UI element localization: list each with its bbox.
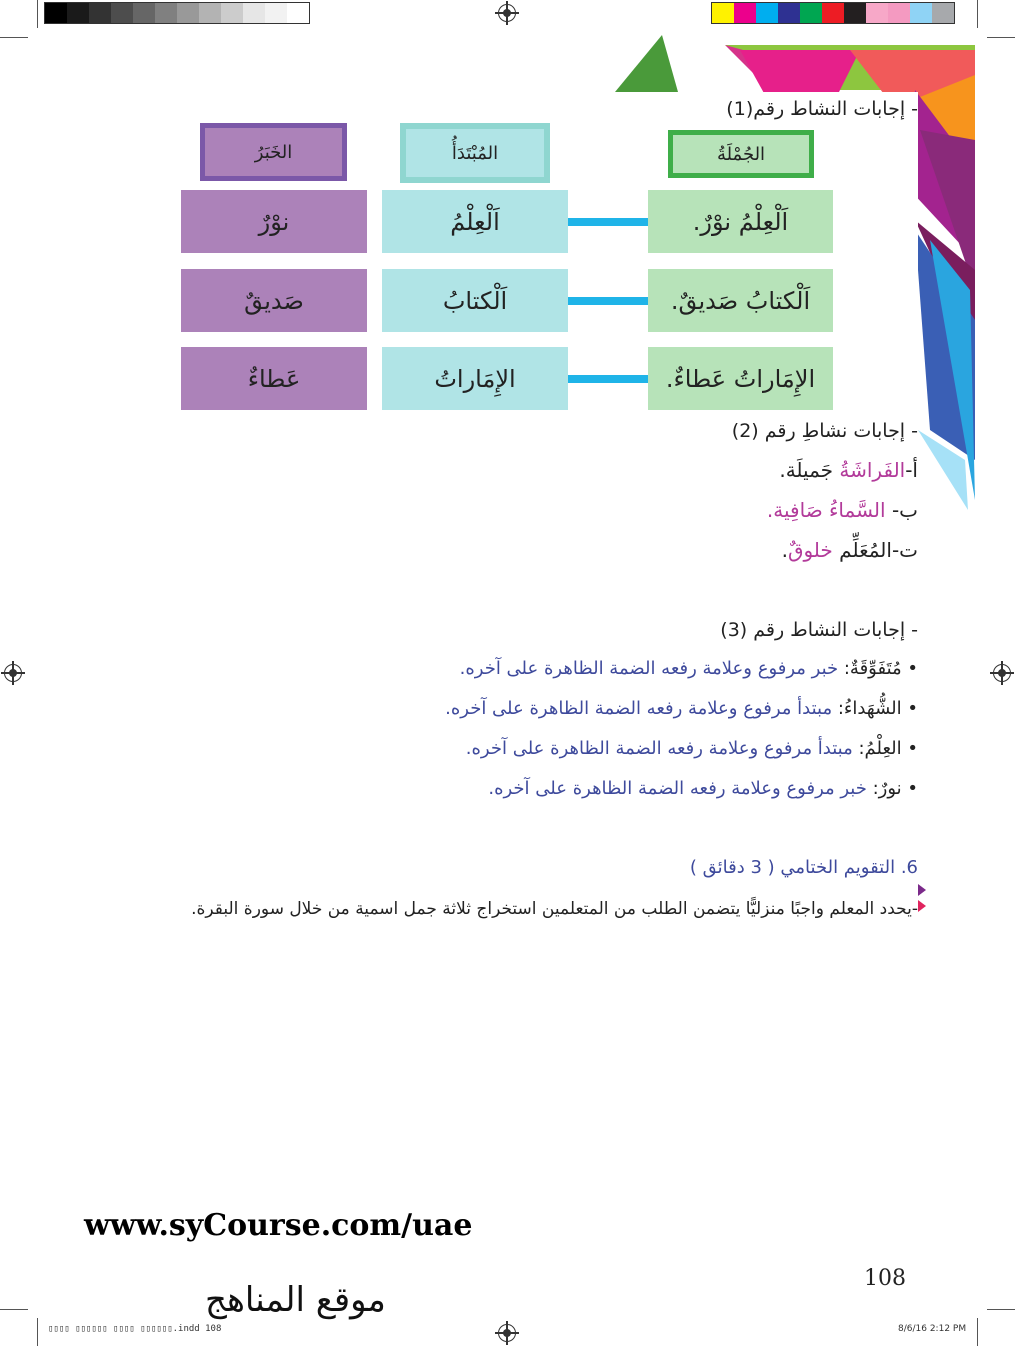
site-name: موقع المناهج — [205, 1280, 386, 1320]
crop-mark — [37, 1318, 38, 1346]
connector-line — [568, 375, 648, 383]
file-slug: ▯▯▯▯ ▯▯▯▯▯▯ ▯▯▯▯ ▯▯▯▯▯▯.indd 108 — [48, 1324, 222, 1334]
activity2-heading: - إجابات نشاطِ رقم (2) — [731, 420, 918, 442]
crop-mark — [987, 37, 1015, 38]
item-rest: جَميلَة. — [779, 458, 840, 482]
item-highlight: السَّماءُ صَافِية. — [766, 498, 886, 522]
item-answer: خبر مرفوع وعلامة رفعه الضمة الظاهرة على آخره. — [488, 778, 873, 799]
bullet: • — [901, 778, 918, 799]
closing-heading: 6. التقويم الختامي ( 3 دقائق ) — [689, 857, 918, 878]
sentence-cell: اَلْعِلْمُ نوْرٌ. — [648, 190, 833, 253]
activity3-item — [445, 698, 918, 719]
connector-line — [568, 297, 648, 305]
registration-mark-left — [4, 664, 22, 682]
activity3-item — [466, 738, 918, 759]
item-answer: خبر مرفوع وعلامة رفعه الضمة الظاهرة على آخره. — [459, 658, 844, 679]
predicate-cell: عَطاءٌ — [181, 347, 367, 410]
item-prefix: أ- — [905, 458, 918, 482]
registration-mark-right — [993, 664, 1011, 682]
sentence-cell: اَلْكتابُ صَديقٌ. — [648, 269, 833, 332]
subject-cell: اَلْعِلْمُ — [382, 190, 568, 253]
activity3-heading: - إجابات النشاط رقم (3) — [720, 619, 918, 641]
grayscale-color-bar — [44, 2, 310, 24]
bullet: • — [901, 658, 918, 679]
activity2-item — [779, 458, 918, 482]
crop-mark — [977, 1318, 978, 1346]
registration-mark-bottom — [498, 1324, 516, 1342]
bullet: • — [901, 698, 918, 719]
item-answer: مبتدأ مرفوع وعلامة رفعه الضمة الظاهرة على آخره. — [465, 738, 859, 759]
item-highlight: الفَراشَةُ — [839, 458, 906, 482]
connector-line — [568, 218, 648, 226]
item-prefix: ب- — [885, 498, 918, 522]
item-prefix: ت-المُعَلِّم — [832, 538, 918, 562]
predicate-cell: نوْرٌ — [181, 190, 367, 253]
predicate-cell: صَديقٌ — [181, 269, 367, 332]
header-subject: المُبْتَدَأُ — [401, 124, 549, 182]
crop-mark — [0, 1309, 28, 1310]
item-highlight: خلوقٌ — [787, 538, 833, 562]
crop-mark — [987, 1309, 1015, 1310]
header-sentence: الجُمْلَةُ — [668, 130, 814, 178]
crop-mark — [977, 0, 978, 28]
item-word: العِلْمُ: — [858, 738, 902, 759]
header-predicate: الخَبَرُ — [200, 123, 347, 181]
sentence-cell: الإِمَاراتُ عَطاءٌ. — [648, 347, 833, 410]
item-word: الشُّهَداءُ: — [837, 698, 902, 719]
registration-mark-top — [498, 4, 516, 22]
activity1-heading: - إجابات النشاط رقم(1) — [726, 98, 918, 120]
cmyk-color-bar — [711, 2, 955, 24]
bullet: • — [901, 738, 918, 759]
crop-mark — [37, 0, 38, 28]
date-slug: 8/6/16 2:12 PM — [898, 1324, 967, 1334]
activity3-item — [488, 778, 918, 799]
page-number: 108 — [864, 1266, 906, 1291]
activity2-item — [782, 538, 918, 562]
item-word: مُتَفَوِّقَةٌ: — [843, 658, 902, 679]
crop-mark — [0, 37, 28, 38]
subject-cell: الإِمَاراتُ — [382, 347, 568, 410]
item-answer: مبتدأ مرفوع وعلامة رفعه الضمة الظاهرة على آخره. — [445, 698, 838, 719]
website-url[interactable]: www.syCourse.com/uae — [84, 1208, 473, 1243]
bullet-marker-icon — [918, 884, 928, 914]
closing-text: -يحدد المعلم واجبًا منزليًّا يتضمن الطلب من المتعلمين استخراج ثلاثة جمل اسمية من خلال سورة البقرة. — [191, 899, 918, 919]
subject-cell: اَلْكتابُ — [382, 269, 568, 332]
item-rest: . — [781, 538, 788, 562]
activity2-item — [767, 498, 918, 522]
activity3-item — [460, 658, 918, 679]
item-word: نورٌ: — [872, 778, 902, 799]
